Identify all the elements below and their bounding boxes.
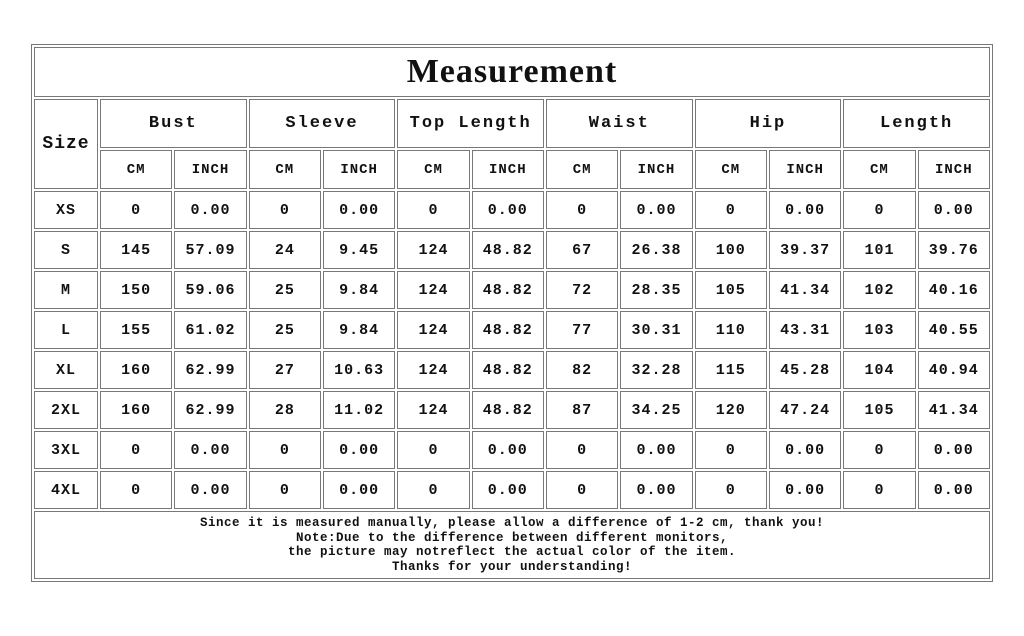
unit-header-cm: CM: [249, 150, 321, 189]
footer-note: [34, 511, 990, 579]
table-row-2xl: [34, 391, 990, 429]
unit-header-inch: INCH: [769, 150, 841, 189]
value-cell: 45.28: [769, 351, 841, 389]
value-cell: 124: [397, 271, 469, 309]
unit-header-inch: INCH: [174, 150, 246, 189]
value-cell: 104: [843, 351, 915, 389]
table-row-s: [34, 231, 990, 269]
unit-header-cm: CM: [546, 150, 618, 189]
value-cell: 39.37: [769, 231, 841, 269]
table-row-l: [34, 311, 990, 349]
value-cell: 77: [546, 311, 618, 349]
value-cell: 115: [695, 351, 767, 389]
value-cell: 67: [546, 231, 618, 269]
title-row: [34, 47, 990, 97]
unit-header-row: [34, 150, 990, 189]
value-cell: 0: [843, 471, 915, 509]
table-row-m: [34, 271, 990, 309]
value-cell: 26.38: [620, 231, 692, 269]
value-cell: 61.02: [174, 311, 246, 349]
value-cell: 0.00: [620, 431, 692, 469]
value-cell: 32.28: [620, 351, 692, 389]
value-cell: 28.35: [620, 271, 692, 309]
value-cell: 41.34: [769, 271, 841, 309]
group-header-row: [34, 99, 990, 148]
value-cell: 0: [843, 191, 915, 229]
value-cell: 0.00: [323, 191, 395, 229]
table-row-4xl: [34, 471, 990, 509]
value-cell: 0: [695, 431, 767, 469]
footer-note-line-4: Thanks for your understanding!: [391, 559, 633, 574]
size-label: 2XL: [34, 391, 98, 429]
column-header-top-length: Top Length: [397, 99, 544, 148]
value-cell: 48.82: [472, 311, 544, 349]
value-cell: 27: [249, 351, 321, 389]
size-label: M: [34, 271, 98, 309]
table-row-xl: [34, 351, 990, 389]
value-cell: 0: [397, 431, 469, 469]
value-cell: 40.94: [918, 351, 990, 389]
value-cell: 9.84: [323, 271, 395, 309]
value-cell: 30.31: [620, 311, 692, 349]
value-cell: 124: [397, 391, 469, 429]
value-cell: 82: [546, 351, 618, 389]
column-header-hip: Hip: [695, 99, 842, 148]
value-cell: 62.99: [174, 351, 246, 389]
value-cell: 0: [546, 431, 618, 469]
value-cell: 0: [546, 471, 618, 509]
value-cell: 0.00: [174, 191, 246, 229]
footer-row: [34, 511, 990, 579]
value-cell: 0: [695, 191, 767, 229]
unit-header-cm: CM: [397, 150, 469, 189]
value-cell: 0: [843, 431, 915, 469]
unit-header-cm: CM: [843, 150, 915, 189]
value-cell: 0.00: [918, 431, 990, 469]
value-cell: 160: [100, 351, 172, 389]
unit-header-inch: INCH: [323, 150, 395, 189]
value-cell: 40.16: [918, 271, 990, 309]
value-cell: 0.00: [620, 471, 692, 509]
value-cell: 124: [397, 231, 469, 269]
value-cell: 40.55: [918, 311, 990, 349]
value-cell: 0.00: [769, 471, 841, 509]
value-cell: 48.82: [472, 271, 544, 309]
value-cell: 0.00: [918, 471, 990, 509]
size-label: XL: [34, 351, 98, 389]
size-label: 4XL: [34, 471, 98, 509]
measurement-table: [31, 44, 993, 582]
table-row-3xl: [34, 431, 990, 469]
value-cell: 0.00: [323, 431, 395, 469]
value-cell: 57.09: [174, 231, 246, 269]
value-cell: 72: [546, 271, 618, 309]
value-cell: 110: [695, 311, 767, 349]
value-cell: 145: [100, 231, 172, 269]
value-cell: 28: [249, 391, 321, 429]
value-cell: 103: [843, 311, 915, 349]
value-cell: 0: [397, 191, 469, 229]
footer-note-line-2: Note:Due to the difference between different monitors,: [295, 530, 729, 545]
value-cell: 39.76: [918, 231, 990, 269]
value-cell: 34.25: [620, 391, 692, 429]
value-cell: 105: [695, 271, 767, 309]
value-cell: 41.34: [918, 391, 990, 429]
unit-header-inch: INCH: [472, 150, 544, 189]
unit-header-inch: INCH: [918, 150, 990, 189]
table-row-xs: [34, 191, 990, 229]
value-cell: 105: [843, 391, 915, 429]
value-cell: 0: [249, 431, 321, 469]
value-cell: 0.00: [769, 191, 841, 229]
value-cell: 59.06: [174, 271, 246, 309]
size-label: XS: [34, 191, 98, 229]
value-cell: 155: [100, 311, 172, 349]
footer-note-line-3: the picture may notreflect the actual color of the item.: [287, 545, 737, 559]
column-header-size: Size: [34, 99, 98, 189]
value-cell: 100: [695, 231, 767, 269]
value-cell: 0.00: [472, 431, 544, 469]
value-cell: 0.00: [323, 471, 395, 509]
value-cell: 62.99: [174, 391, 246, 429]
value-cell: 25: [249, 311, 321, 349]
value-cell: 0.00: [620, 191, 692, 229]
value-cell: 9.84: [323, 311, 395, 349]
value-cell: 0.00: [174, 431, 246, 469]
value-cell: 0: [100, 471, 172, 509]
value-cell: 0.00: [769, 431, 841, 469]
value-cell: 48.82: [472, 351, 544, 389]
value-cell: 101: [843, 231, 915, 269]
value-cell: 0.00: [918, 191, 990, 229]
value-cell: 124: [397, 351, 469, 389]
unit-header-cm: CM: [100, 150, 172, 189]
value-cell: 25: [249, 271, 321, 309]
value-cell: 0: [100, 191, 172, 229]
value-cell: 48.82: [472, 231, 544, 269]
value-cell: 0: [397, 471, 469, 509]
footer-note-line-1: Since it is measured manually, please allow a difference of 1-2 cm, thank you!: [199, 516, 825, 530]
value-cell: 11.02: [323, 391, 395, 429]
value-cell: 0: [546, 191, 618, 229]
value-cell: 43.31: [769, 311, 841, 349]
unit-header-inch: INCH: [620, 150, 692, 189]
column-header-bust: Bust: [100, 99, 247, 148]
value-cell: 124: [397, 311, 469, 349]
value-cell: 0: [100, 431, 172, 469]
value-cell: 9.45: [323, 231, 395, 269]
measurement-sheet: [31, 44, 993, 582]
value-cell: 0.00: [174, 471, 246, 509]
value-cell: 47.24: [769, 391, 841, 429]
size-label: 3XL: [34, 431, 98, 469]
value-cell: 0: [249, 191, 321, 229]
value-cell: 120: [695, 391, 767, 429]
value-cell: 150: [100, 271, 172, 309]
size-label: S: [34, 231, 98, 269]
value-cell: 48.82: [472, 391, 544, 429]
value-cell: 0.00: [472, 471, 544, 509]
column-header-sleeve: Sleeve: [249, 99, 396, 148]
value-cell: 102: [843, 271, 915, 309]
value-cell: 87: [546, 391, 618, 429]
column-header-length: Length: [843, 99, 990, 148]
value-cell: 24: [249, 231, 321, 269]
size-label: L: [34, 311, 98, 349]
column-header-waist: Waist: [546, 99, 693, 148]
value-cell: 0.00: [472, 191, 544, 229]
value-cell: 0: [249, 471, 321, 509]
page-title: Measurement: [34, 47, 990, 97]
value-cell: 10.63: [323, 351, 395, 389]
unit-header-cm: CM: [695, 150, 767, 189]
value-cell: 0: [695, 471, 767, 509]
value-cell: 160: [100, 391, 172, 429]
